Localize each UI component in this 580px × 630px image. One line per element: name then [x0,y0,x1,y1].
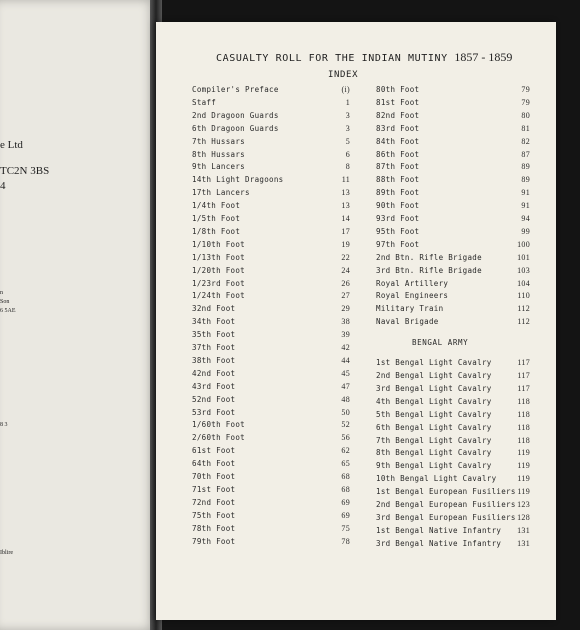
entry-page-number: 117 [517,383,530,393]
entry-label: 3rd Bengal Light Cavalry [376,383,492,393]
entry-page-number: 87 [521,149,530,159]
entry-page-number: 22 [341,252,350,262]
entry-label: 5th Bengal Light Cavalry [376,409,492,419]
entry-label: 1/24th Foot [192,291,245,301]
left-page [0,0,156,630]
entry-label: 3rd Btn. Rifle Brigade [376,265,482,275]
entry-label: 1/4th Foot [192,201,241,211]
entry-label: 34th Foot [192,317,236,327]
entry-page-number: 48 [341,394,350,404]
entry-page-number: 79 [521,85,530,94]
left-page-fragment: e Ltd [0,139,23,151]
entry-page-number: 13 [341,201,350,211]
entry-label: 1st Bengal Light Cavalry [376,358,492,368]
entry-label: Naval Brigade [376,317,439,327]
entry-page-number: 80 [521,110,530,120]
entry-label: 9th Bengal Light Cavalry [376,461,492,471]
entry-label: 17th Lancers [192,188,250,198]
left-page-fragment: 4 [0,180,6,192]
entry-page-number: 45 [341,368,350,378]
entry-label: 2nd Dragoon Guards [192,110,279,120]
entry-label: 80th Foot [376,85,420,94]
entry-page-number: 104 [517,278,530,288]
left-page-fragment: n [0,290,3,296]
entry-page-number: 118 [517,435,530,445]
entry-page-number: 8 [345,162,350,172]
entry-label: 3rd Bengal European Fusiliers [376,512,516,522]
entry-page-number: 91 [521,201,530,211]
entry-label: 61st Foot [192,446,236,456]
entry-page-number: 89 [521,175,530,185]
entry-page-number: 78 [341,536,350,546]
entry-page-number: 14 [341,214,350,223]
entry-page-number: 6 [345,149,350,159]
entry-label: 1/60th Foot [192,420,245,430]
entry-label: 42nd Foot [192,368,236,378]
entry-label: 8th Hussars [192,149,245,159]
entry-page-number: 91 [521,188,530,198]
entry-label: 75th Foot [192,510,236,520]
entry-page-number: 52 [341,420,350,430]
entry-page-number: 27 [341,291,350,301]
entry-page-number: (i) [341,85,350,94]
entry-label: 82nd Foot [376,110,420,120]
index-column-right [376,85,536,585]
entry-label: 95th Foot [376,226,420,236]
entry-page-number: 112 [517,304,530,314]
entry-label: 2nd Btn. Rifle Brigade [376,252,482,262]
entry-page-number: 13 [341,188,350,198]
entry-label: 84th Foot [376,136,420,146]
entry-label: 89th Foot [376,188,420,198]
entry-page-number: 100 [517,239,530,249]
index-heading: INDEX [328,70,359,80]
entry-page-number: 119 [517,487,530,497]
left-page-fragment: 8 3 [0,422,8,428]
entry-page-number: 47 [341,381,350,391]
entry-page-number: 117 [517,371,530,380]
entry-label: 3rd Bengal Native Infantry [376,538,502,548]
entry-page-number: 11 [341,175,350,185]
entry-page-number: 119 [517,448,530,458]
entry-label: 83rd Foot [376,123,420,133]
entry-page-number: 56 [341,433,350,443]
entry-label: 81st Foot [376,97,420,107]
entry-label: Military Train [376,304,444,314]
entry-label: 71st Foot [192,484,236,494]
entry-page-number: 99 [521,226,530,236]
left-page-fragment: TC2N 3BS [0,165,50,177]
entry-label: 9th Lancers [192,162,245,172]
entry-label: 7th Bengal Light Cavalry [376,435,492,445]
page-title [216,50,512,65]
entry-page-number: 69 [341,510,350,520]
entry-label: 35th Foot [192,330,236,340]
entry-label: 88th Foot [376,175,420,185]
index-column-left [192,85,352,585]
entry-page-number: 103 [517,265,530,275]
entry-label: 90th Foot [376,201,420,211]
entry-page-number: 26 [341,278,350,288]
entry-label: 78th Foot [192,523,236,533]
entry-page-number: 79 [521,97,530,107]
entry-label: 1st Bengal Native Infantry [376,525,502,535]
entry-label: 87th Foot [376,162,420,172]
entry-page-number: 81 [521,123,530,133]
entry-page-number: 128 [517,512,530,522]
entry-label: 43rd Foot [192,381,236,391]
entry-page-number: 29 [341,304,350,314]
entry-label: 14th Light Dragoons [192,175,284,185]
entry-page-number: 65 [341,459,350,469]
entry-label: 86th Foot [376,149,420,159]
entry-label: 53rd Foot [192,407,236,417]
entry-label: 1/23rd Foot [192,278,245,288]
entry-page-number: 112 [517,317,530,327]
entry-page-number: 17 [341,226,350,236]
left-page-fragment: Son [0,299,10,305]
entry-page-number: 3 [345,110,350,120]
entry-page-number: 123 [517,500,530,509]
entry-label: 38th Foot [192,355,236,365]
entry-label: Royal Engineers [376,291,449,301]
entry-page-number: 119 [517,461,530,471]
entry-label: 2nd Bengal European Fusiliers [376,500,516,509]
entry-label: 8th Bengal Light Cavalry [376,448,492,458]
entry-label: 10th Bengal Light Cavalry [376,474,497,484]
entry-label: 37th Foot [192,343,236,352]
entry-page-number: 39 [341,330,350,340]
entry-page-number: 118 [517,422,530,432]
entry-label: 1/13th Foot [192,252,245,262]
entry-page-number: 82 [521,136,530,146]
entry-label: Staff [192,97,217,107]
entry-label: 52nd Foot [192,394,236,404]
entry-page-number: 44 [341,355,350,365]
entry-page-number: 68 [341,472,350,481]
entry-page-number: 3 [345,123,350,133]
index-page [156,22,556,620]
entry-label: 1/20th Foot [192,265,245,275]
entry-page-number: 110 [517,291,530,301]
entry-label: 7th Hussars [192,136,245,146]
entry-label: Compiler's Preface [192,85,279,94]
entry-label: 6th Dragoon Guards [192,123,279,133]
entry-label: 93rd Foot [376,214,420,223]
left-page-fragment: Iblire [0,550,13,556]
entry-label: 2/60th Foot [192,433,245,443]
entry-label: 72nd Foot [192,497,236,507]
entry-page-number: 69 [341,497,350,507]
entry-page-number: 117 [517,358,530,368]
entry-page-number: 118 [517,409,530,419]
entry-label: 32nd Foot [192,304,236,314]
entry-label: 1/10th Foot [192,239,245,249]
entry-page-number: 131 [517,538,530,548]
entry-page-number: 5 [345,136,350,146]
entry-label: 2nd Bengal Light Cavalry [376,371,492,380]
entry-page-number: 38 [341,317,350,327]
entry-page-number: 118 [517,396,530,406]
entry-page-number: 42 [341,343,350,352]
entry-label: 1/8th Foot [192,226,241,236]
entry-label: Royal Artillery [376,278,449,288]
entry-page-number: 1 [345,97,350,107]
entry-label: 70th Foot [192,472,236,481]
entry-page-number: 89 [521,162,530,172]
entry-label: 64th Foot [192,459,236,469]
entry-label: 1/5th Foot [192,214,241,223]
left-page-fragment: 6 5AE [0,308,16,314]
bengal-army-heading: BENGAL ARMY [412,338,469,348]
entry-page-number: 75 [341,523,350,533]
entry-label: 79th Foot [192,536,236,546]
entry-page-number: 101 [517,252,530,262]
title-main: CASUALTY ROLL FOR THE INDIAN MUTINY [216,53,448,64]
entry-label: 97th Foot [376,239,420,249]
entry-page-number: 68 [341,484,350,494]
entry-page-number: 94 [521,214,530,223]
entry-page-number: 50 [341,407,350,417]
entry-label: 6th Bengal Light Cavalry [376,422,492,432]
entry-label: 4th Bengal Light Cavalry [376,396,492,406]
entry-page-number: 131 [517,525,530,535]
entry-page-number: 19 [341,239,350,249]
entry-page-number: 119 [517,474,530,484]
entry-page-number: 62 [341,446,350,456]
title-years: 1857 - 1859 [454,50,513,64]
entry-label: 1st Bengal European Fusiliers [376,487,516,497]
entry-page-number: 24 [341,265,350,275]
